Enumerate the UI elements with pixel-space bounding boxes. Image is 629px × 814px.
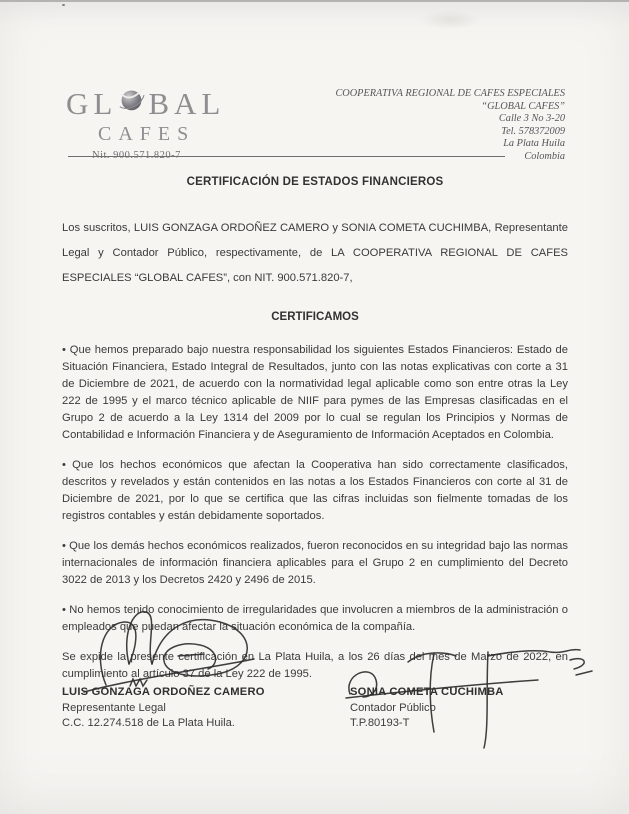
company-line: COOPERATIVA REGIONAL DE CAFES ESPECIALES: [335, 88, 565, 99]
signatory-role: Representante Legal: [62, 701, 166, 714]
closing-paragraph: Se expide la presente certificación en La Plata Huila, a los 26 días del mes de Marzo de 2022, en cumplimiento al artículo 37 de la Ley 222 de 1995.: [62, 651, 568, 680]
bullet-paragraph: • No hemos tenido conocimiento de irregularidades que involucren a miembros de la administración o empleados que puedan afectar la situación económica de la compañía.: [62, 604, 568, 633]
signature-blocks: [62, 686, 568, 729]
bullet-paragraph: • Que los demás hechos económicos realizados, fueron reconocidos en su integridad bajo las normas internacionales de información financiera aplicables para el Grupo 2 en cumplimiento del Decreto 3022 de 2013 y los Decretos 2420 y 2496 de 2015.: [62, 540, 568, 586]
scan-smudge: [420, 10, 480, 30]
signatory-right: [350, 686, 568, 729]
company-line: Colombia: [524, 150, 565, 162]
logo-text-left: GL: [66, 85, 118, 121]
logo-text-right: BAL: [148, 85, 226, 121]
company-line: Calle 3 No 3-20: [498, 113, 565, 124]
document-title: CERTIFICACIÓN DE ESTADOS FINANCIEROS: [186, 176, 444, 188]
signatory-id: C.C. 12.274.518 de La Plata Huila.: [62, 717, 235, 729]
certify-heading: CERTIFICAMOS: [271, 311, 359, 323]
logo-subtitle: CAFES: [98, 123, 196, 145]
letterhead: [66, 86, 565, 163]
company-line: La Plata Huila: [503, 138, 565, 149]
signatory-name: LUIS GONZAGA ORDOÑEZ CAMERO: [62, 686, 265, 698]
signatory-name: SONIA COMETA CUCHIMBA: [350, 686, 504, 698]
company-line: “GLOBAL CAFES”: [481, 100, 565, 112]
bullet-paragraph: • Que hemos preparado bajo nuestra responsabilidad los siguientes Estados Financieros: Estado de Situación Financiera, Estado Integral de Resultados, junto con las notas explicativas con corte a 31 de Diciembre de 2021, de acuerdo con la normatividad legal aplicable como son entre otras la Ley 222 de 1995 y el marco técnico aplicable de NIIF para pymes de las Empresas clasificadas en el Grupo 2 de acuerdo a la Ley 1314 del 2009 por lo cual se regulan los Principios y Normas de Contabilidad e Información Financiera y de Aseguramiento de Información Aceptados en Colombia.: [62, 344, 568, 441]
company-address-block: [335, 86, 565, 163]
company-logo: [66, 86, 225, 163]
signatory-role: Contador Público: [350, 701, 436, 714]
letterhead-divider: [68, 156, 505, 157]
logo-nit: Nit. 900.571.820-7: [92, 150, 181, 161]
letter-body: [62, 172, 568, 694]
signatory-left: [62, 686, 350, 729]
globe-icon: [118, 86, 145, 118]
certification-bullets: [62, 342, 568, 636]
scan-edge-artifact: [0, 0, 629, 2]
company-line: Tel. 578372009: [501, 125, 565, 137]
intro-paragraph: Los suscritos, LUIS GONZAGA ORDOÑEZ CAMERO y SONIA COMETA CUCHIMBA, Representante Legal y Contador Público, respectivamente, de LA COOPERATIVA REGIONAL DE CAFES ESPECIALES “GLOBAL CAFES”, con NIT. 900.571.820-7,: [62, 222, 568, 284]
logo-wordmark: [66, 86, 225, 120]
signatory-id: T.P.80193-T: [350, 717, 410, 729]
scan-speck: [62, 4, 65, 6]
bullet-paragraph: • Que los hechos económicos que afectan la Cooperativa han sido correctamente clasificados, descritos y revelados y están contenidos en las notas a los Estados Financieros con corte al 31 de Diciembre de 2021, por lo que se certifica que las cifras incluidas son fielmente tomadas de los registros contables y están debidamente soportados.: [62, 459, 568, 522]
